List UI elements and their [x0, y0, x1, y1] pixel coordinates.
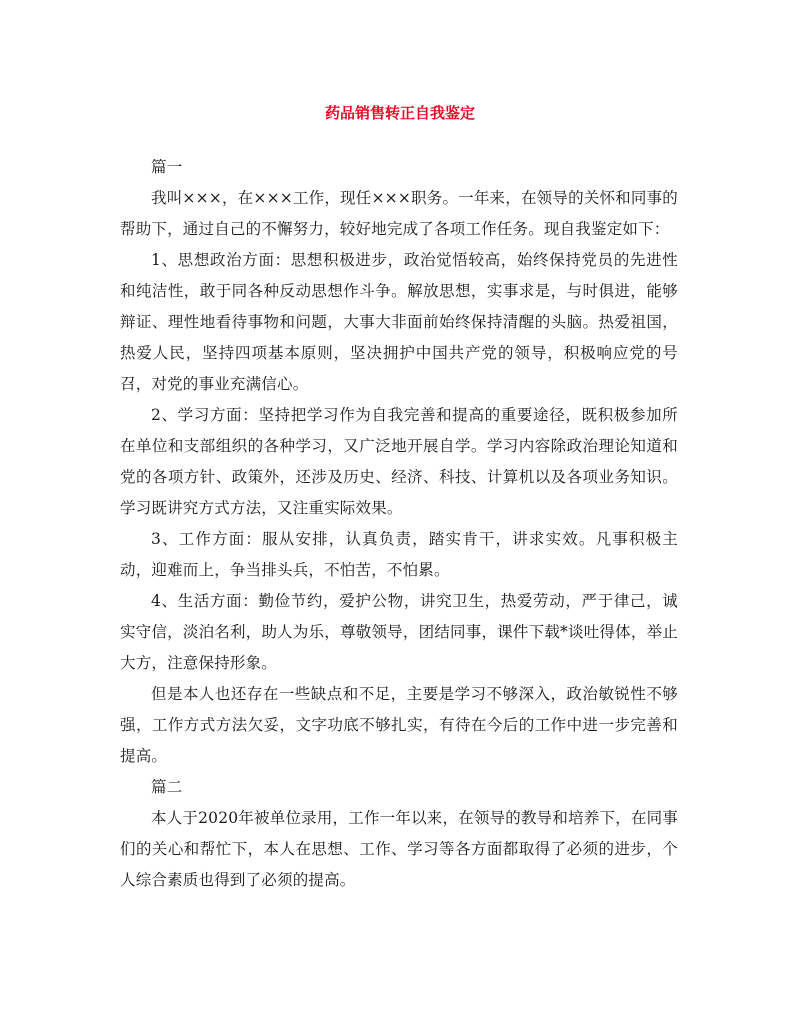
- section-heading-1: 篇一: [151, 158, 183, 176]
- paragraph-work: 3、工作方面：服从安排，认真负责，踏实肯干，讲求实效。凡事积极主动，迎难而上，争当排头兵，不怕苦，不怕累。: [120, 530, 678, 579]
- paragraph-part2-intro: 本人于2020年被单位录用，工作一年以来，在领导的教导和培养下，在同事们的关心和帮忙下，本人在思想、工作、学习等各方面都取得了必须的进步，个人综合素质也得到了必须的提高。: [120, 809, 678, 889]
- section-heading-2: 篇二: [151, 778, 183, 796]
- paragraph-intro: 我叫×××，在×××工作，现任×××职务。一年来，在领导的关怀和同事的帮助下，通过自己的不懈努力，较好地完成了各项工作任务。现自我鉴定如下：: [120, 189, 678, 238]
- paragraph-shortcomings: 但是本人也还存在一些缺点和不足，主要是学习不够深入，政治敏锐性不够强，工作方式方法欠妥，文字功底不够扎实，有待在今后的工作中进一步完善和提高。: [120, 685, 678, 765]
- document-title: 药品销售转正自我鉴定: [324, 104, 475, 122]
- paragraph-study: 2、学习方面：坚持把学习作为自我完善和提高的重要途径，既积极参加所在单位和支部组织的各种学习，又广泛地开展自学。学习内容除政治理论知道和党的各项方针、政策外，还涉及历史、经济、科技、计算机以及各项业务知识。学习既讲究方式方法，又注重实际效果。: [120, 406, 678, 517]
- paragraph-politics: 1、思想政治方面：思想积极进步，政治觉悟较高，始终保持党员的先进性和纯洁性，敢于同各种反动思想作斗争。解放思想，实事求是，与时俱进，能够辩证、理性地看待事物和问题，大事大非面前始终保持清醒的头脑。热爱祖国，热爱人民，坚持四项基本原则，坚决拥护中国共产党的领导，积极响应党的号召，对党的事业充满信心。: [120, 251, 678, 393]
- paragraph-life: 4、生活方面：勤俭节约，爱护公物，讲究卫生，热爱劳动，严于律己，诚实守信，淡泊名利，助人为乐，尊敬领导，团结同事，课件下载*谈吐得体，举止大方，注意保持形象。: [120, 592, 678, 672]
- document-body: [120, 152, 678, 896]
